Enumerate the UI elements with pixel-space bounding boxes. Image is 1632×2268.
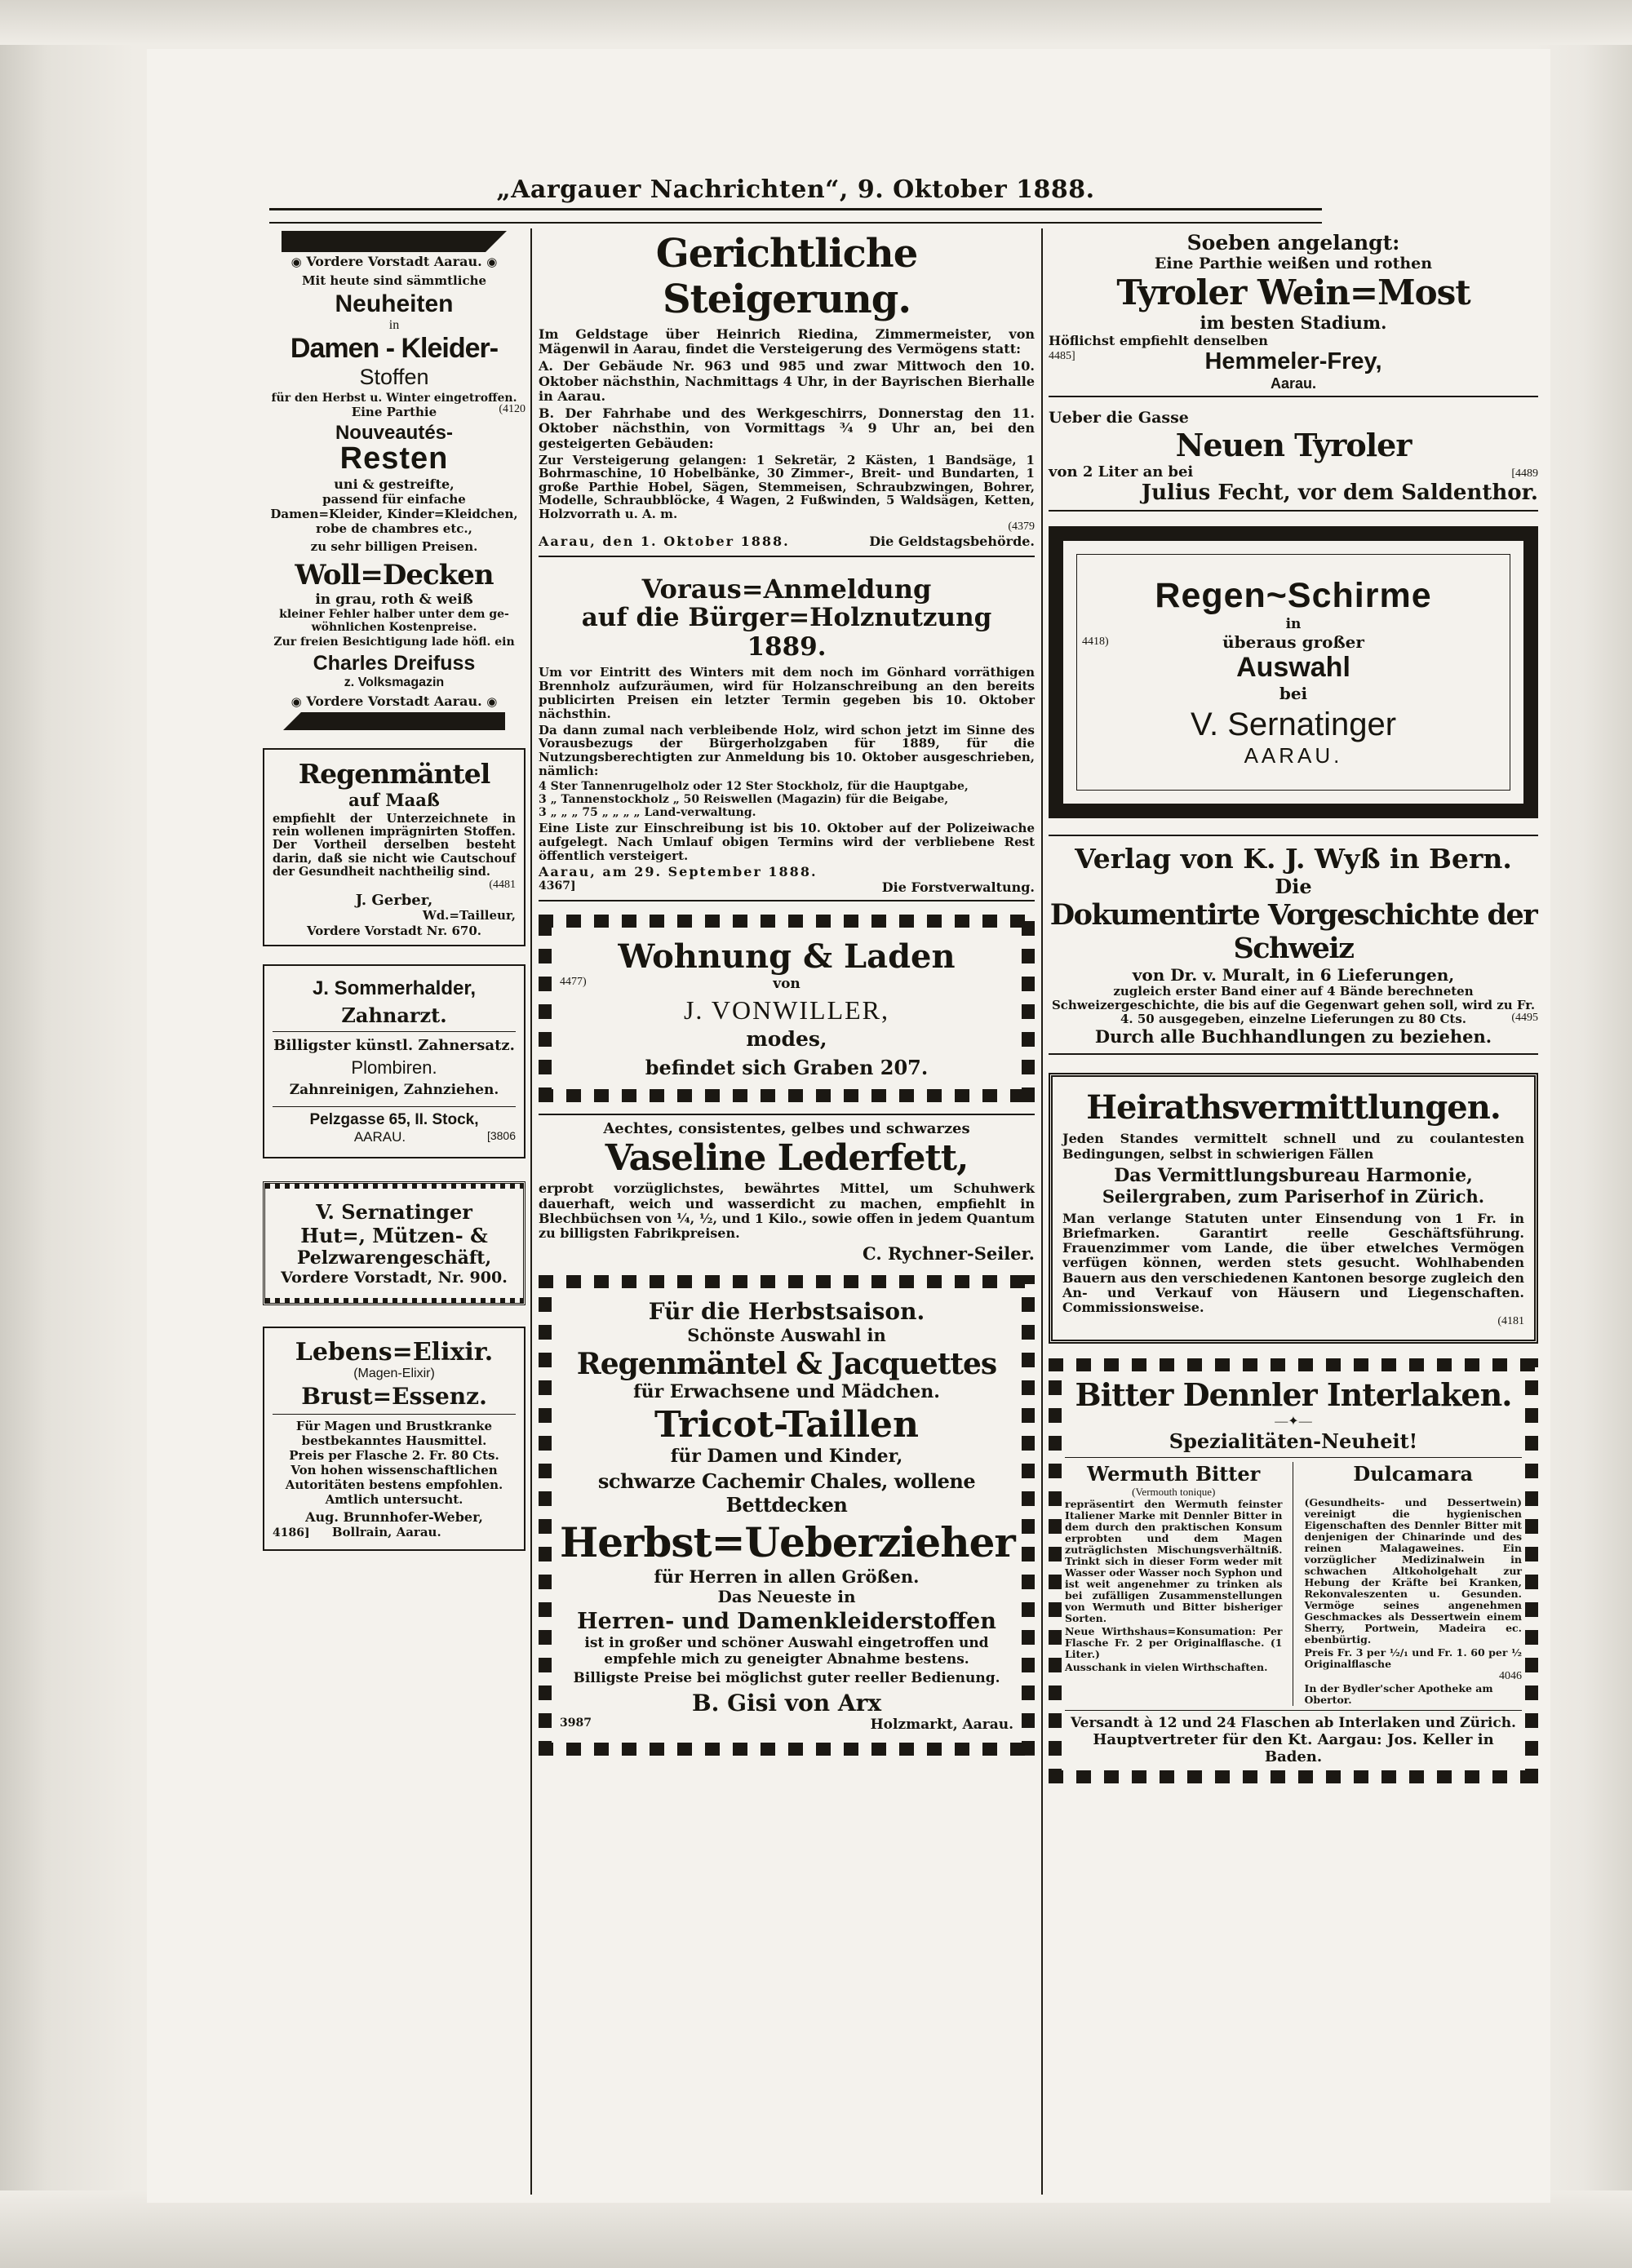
ad-herbst-l7: Das Neueste in	[717, 1587, 856, 1607]
column-divider-2	[1041, 228, 1043, 2195]
ad-heiraths-p2: Man verlange Statuten unter Einsendung von 1 Fr. in Briefmarken. Garantirt reelle Geschäftsführung. Frauenzimmer vom Lande, die über etwelches Vermögen verfügen können, werden stets gesucht. Wohlhabenden Bauern aus den verschiedenen Kantonen besorge zugleich den An- und Verkauf von Häusern und Liegenschaften. Commissionsweise.	[1062, 1210, 1524, 1316]
page-title: „Aargauer Nachrichten“, 9. Oktober 1888.	[496, 175, 1095, 204]
ad-voranmeldung-title2: auf die Bürger=Holznutzung 1889.	[581, 603, 992, 662]
ad-regenmaentel-title: Regenmäntel	[298, 758, 490, 790]
ad-neuheiten-headline3: Stoffen	[359, 365, 429, 389]
ad-verlag-l2: Die	[1275, 875, 1312, 898]
ad-voranmeldung-signer: Die Forstverwaltung.	[881, 879, 1035, 896]
ad-elixir-title: Lebens=Elixir.	[295, 1338, 494, 1367]
ad-heiraths-t2: Das Vermittlungsbureau Harmonie,	[1114, 1164, 1473, 1186]
column-left	[263, 231, 526, 1562]
ad-herbst-sig2: Holzmarkt, Aarau.	[870, 1717, 1013, 1734]
ad-neuheiten-headline4: Nouveautés-	[335, 422, 454, 444]
ad-schirme-l4: bei	[1279, 684, 1308, 703]
ad-vonwiller	[539, 915, 1035, 1102]
ad-regenmaentel-body: empfiehlt der Unterzeichnete in rein wollenen imprägnirten Stoffen. Der Vortheil derselben besteht darin, daß sie nicht wie Cautschouf der Gesundheit nachtheilig sind.	[273, 812, 516, 879]
ad-steigerung-signer: Die Geldstagsbehörde.	[869, 534, 1035, 550]
ad-elixir-ref: 4186]	[273, 1526, 310, 1540]
ad-neuheiten-ref: (4120	[499, 403, 526, 415]
ad-neuen-tyroler	[1049, 409, 1538, 512]
ad-voranmeldung-p2: Da dann zumal nach verbleibende Holz, wird schon jetzt im Sinne des Vorausbezugs der Bürgerholzgaben für 1889, für die Nutzungsberechtigten zur Anmeldung bis 10. Oktober ausgeschrieben, nämlich:	[539, 722, 1035, 778]
ad-steigerung-a: A. Der Gebäude Nr. 963 und 985 und zwar Mittwoch den 10. Oktober nächsthin, Nachmittags 4 Uhr, in der Bayrischen Bierhalle in Aarau.	[539, 358, 1035, 404]
ad-neuheiten-line3: Eine Parthie	[351, 405, 437, 419]
ad-elixir-l2: bestbekanntes Hausmittel.	[301, 1433, 487, 1449]
ad-neuheiten-line4: uni & gestreifte,	[334, 476, 455, 492]
ad-dennler-footer2: Hauptvertreter für den Kt. Aargau: Jos. Keller in Baden.	[1093, 1731, 1494, 1766]
ad-herbst-l9: Billigste Preise bei möglichst guter reeller Bedienung.	[573, 1670, 1000, 1687]
ad-tyroler-l2: Eine Parthie weißen und rothen	[1154, 255, 1433, 272]
ad-bitter-dennler	[1049, 1358, 1538, 1783]
ad-steigerung-b: B. Der Fahrhabe und des Werkgeschirrs, Donnerstag den 11. Oktober nächsthin, von Vormittags ¾ 9 Uhr an, bei den gesteigerten Gebäuden:	[539, 405, 1035, 451]
ad-regenschirme	[1049, 526, 1538, 818]
ad-neuheiten-line7: robe de chambres etc.,	[316, 521, 472, 536]
ad-dennler-col1-b2: Neue Wirthshaus=Konsumation: Per Flasche Fr. 2 per Originalflasche. (1 Liter.)	[1065, 1625, 1283, 1661]
ad-neuheiten-bottom-banner: ◉ Vordere Vorstadt Aarau. ◉	[290, 693, 498, 709]
ad-lebens-elixir	[263, 1327, 526, 1551]
ad-herbst-ref: 3987	[560, 1717, 592, 1730]
ad-herbstsaison	[539, 1275, 1035, 1756]
ad-neuheiten-signature: Charles Dreifuss	[313, 652, 476, 675]
ad-dennler-col2-title: Dulcamara	[1353, 1462, 1474, 1486]
ad-vonwiller-name: J. VONWILLER,	[683, 995, 890, 1025]
ad-tyroler-l4: Höflichst empfiehlt denselben	[1049, 333, 1268, 348]
ad-vaseline-title: Vaseline Lederfett,	[605, 1137, 969, 1180]
ad-sernatinger-l1: Hut=, Mützen- &	[300, 1224, 488, 1248]
ad-neuheiten	[263, 231, 526, 737]
ad-sernatinger-name: V. Sernatinger	[316, 1200, 472, 1225]
ad-heiraths-title: Heirathsvermittlungen.	[1086, 1088, 1501, 1127]
ad-neuheiten-line1: Mit heute sind sämmtliche	[301, 273, 487, 288]
ad-elixir-sig2-row	[273, 1525, 516, 1539]
ad-zahnarzt-l2: Plombiren.	[351, 1057, 437, 1079]
ad-tyroler-l1: Soeben angelangt:	[1186, 231, 1400, 255]
ad-vonwiller-modes: modes,	[746, 1027, 827, 1052]
ad-zahnarzt-city: AARAU.	[353, 1129, 406, 1145]
ad-neuheiten-line10: kleiner Fehler halber unter dem ge-	[279, 608, 509, 621]
ad-steigerung-ref: (4379	[1008, 520, 1035, 534]
ad-elixir-l1: Für Magen und Brustkranke	[295, 1419, 493, 1434]
ad-steigerung-p1: Im Geldstage über Heinrich Riedina, Zimmermeister, von Mägenwil in Aarau, findet die Versteigerung des Vermögens statt:	[539, 326, 1035, 357]
ad-vaseline-body: erprobt vorzüglichstes, bewährtes Mittel, um Schuhwerk dauerhaft, weich und wasserdicht zu machen, empfiehlt in Blechbüchsen von ¼, ½, und 1 Kilo., sowie offen in jedem Quantum zu billigsten Fabrikpreisen.	[539, 1181, 1035, 1242]
ad-herbst-sig: B. Gisi von Arx	[691, 1690, 882, 1717]
ad-neuheiten-line11: wöhnlichen Kostenpreise.	[311, 621, 477, 634]
ad-heiraths-t3: Seilergraben, zum Pariserhof in Zürich.	[1102, 1185, 1485, 1207]
ad-dennler-col1-title: Wermuth Bitter	[1087, 1462, 1261, 1486]
ad-verlag-l3: von Dr. v. Muralt, in 6 Lieferungen,	[1132, 965, 1455, 985]
ad-zahnarzt-addr: Pelzgasse 65, II. Stock,	[309, 1111, 479, 1129]
ad-vaseline-top: Aechtes, consistentes, gelbes und schwarzes	[603, 1120, 970, 1138]
ad-neuheiten-top-banner: ◉ Vordere Vorstadt Aarau. ◉	[290, 254, 498, 269]
ad-regenmaentel-ref: (4481	[489, 879, 516, 892]
ad-verlag-l4: Durch alle Buchhandlungen zu beziehen.	[1094, 1026, 1492, 1048]
ad-dennler-footer1: Versandt à 12 und 24 Flaschen ab Interlaken und Zürich.	[1071, 1715, 1516, 1732]
masthead-rule-2	[269, 222, 1322, 224]
ad-elixir-sig2: Bollrain, Aarau.	[331, 1525, 441, 1540]
ad-herbst-l3: für Erwachsene und Mädchen.	[633, 1381, 940, 1403]
ad-heiraths-ref: (4181	[1497, 1315, 1524, 1328]
ad-neuheiten-in: in	[388, 318, 400, 332]
masthead-rule	[269, 208, 1322, 210]
ad-voranmeldung-row-2: 3 „ „ „ 75 „ „ „ „ Land-verwaltung.	[539, 805, 756, 819]
ad-herbst-t4: Herren- und Damenkleiderstoffen	[577, 1609, 996, 1635]
ad-herbst-l4: für Damen und Kinder,	[670, 1446, 903, 1468]
column-middle	[539, 231, 1035, 1767]
ad-vonwiller-title: Wohnung & Laden	[618, 937, 956, 977]
ad-schirme-name: V. Sernatinger	[1190, 707, 1397, 742]
ad-gerichtliche-steigerung	[539, 231, 1035, 557]
ad-dennler-title: Bitter Dennler Interlaken.	[1075, 1376, 1512, 1414]
ad-regenmaentel-signer: J. Gerber,	[355, 892, 433, 910]
ad-verlag-title: Dokumentirte Vorgeschichte der Schweiz	[1049, 898, 1537, 965]
ad-dennler-col1-sub: (Vermouth tonique)	[1132, 1486, 1216, 1499]
ad-steigerung-p2: Zur Versteigerung gelangen: 1 Sekretär, 2 Kästen, 1 Bandsäge, 1 Bohrmaschine, 10 Hobelbänke, 30 Zimmer-, Breit- und Bundarten, 1 große Parthie Hobel, Sägen, Stemmeisen, Schraubzwingen, Bohrer, Modelle, Schraubblöcke, 4 Wagen, 2 Fußwinden, 5 Waldsägen, Ketten, Holzvorrath u. A. m.	[539, 452, 1035, 521]
ad-heirathsvermittlungen	[1049, 1073, 1538, 1344]
ad-voranmeldung-row-1: 3 „ Tannenstockholz „ 50 Reiswellen (Magazin) für die Beigabe,	[539, 792, 949, 806]
ad-vonwiller-von: von	[773, 976, 800, 993]
ad-steigerung-place: Aarau, den 1. Oktober 1888.	[539, 534, 790, 550]
ad-voranmeldung-row-0: 4 Ster Tannenrugelholz oder 12 Ster Stockholz, für die Hauptgabe,	[539, 779, 969, 793]
ad-neuheiten-headline2: Damen - Kleider-	[290, 333, 499, 364]
ad-sernatinger-addr: Vordere Vorstadt, Nr. 900.	[281, 1269, 508, 1287]
ad-elixir-l4: Von hohen wissenschaftlichen	[290, 1463, 498, 1478]
ad-herbst-t3: Herbst=Ueberzieher	[560, 1518, 1015, 1567]
ad-herbst-t2: Tricot-Taillen	[654, 1404, 920, 1446]
ad-schirme-l3: Auswahl	[1236, 652, 1350, 683]
ad-vaseline	[539, 1114, 1035, 1264]
ad-voranmeldung-ref: 4367]	[539, 879, 576, 893]
ad-sernatinger-hats	[263, 1181, 526, 1305]
ad-tyroler-city: Aarau.	[1270, 375, 1317, 392]
ad-vaseline-signer: C. Rychner-Seiler.	[862, 1243, 1035, 1265]
ad-sernatinger-l2: Pelzwarengeschäft,	[296, 1247, 492, 1269]
ad-dennler-col2-b3: In der Bydler'scher Apotheke am Obertor.	[1304, 1682, 1493, 1707]
ad-vonwiller-ref: 4477)	[560, 976, 587, 989]
ad-neuheiten-line2: für den Herbst u. Winter eingetroffen.	[271, 392, 517, 405]
ad-elixir-l5: Autoritäten bestens empfohlen.	[285, 1477, 503, 1493]
ad-dennler-sub: Spezialitäten-Neuheit!	[1169, 1429, 1418, 1454]
ad-schirme-title: Regen~Schirme	[1155, 576, 1432, 615]
ad-voranmeldung-place: Aarau, am 29. September 1888.	[539, 864, 818, 880]
ad-neuheiten-line6: Damen=Kleider, Kinder=Kleidchen,	[270, 507, 518, 521]
ad-elixir-title2: Brust=Essenz.	[301, 1383, 487, 1411]
ad-neuheiten-line12: Zur freien Besichtigung lade höfl. ein	[273, 636, 515, 649]
ad-tyroler-ref: 4485]	[1049, 350, 1075, 362]
ad-dennler-divider: —✦—	[1275, 1415, 1312, 1429]
ad-regenmaentel-signer2: Wd.=Tailleur,	[422, 908, 516, 924]
ad-neuen-tyroler-l1: Ueber die Gasse	[1049, 409, 1189, 427]
ad-voranmeldung-title1: Voraus=Anmeldung	[641, 574, 932, 605]
ad-zahnarzt-l1: Billigster künstl. Zahnersatz.	[273, 1037, 515, 1055]
ad-regenmaentel-subtitle: auf Maaß	[348, 790, 440, 810]
ad-neuen-tyroler-l3: von 2 Liter an	[1049, 463, 1164, 481]
ad-regenmaentel-addr: Vordere Vorstadt Nr. 670.	[307, 924, 481, 939]
ad-neuheiten-sub: z. Volksmagazin	[344, 676, 445, 689]
column-right	[1049, 231, 1538, 1795]
ad-herbst-l5: schwarze Cachemir Chales, wollene Bettdecken	[597, 1469, 976, 1517]
ad-verlag-body: zugleich erster Band einer auf 4 Bände berechneten Schweizergeschichte, die bis auf die Gegenwart gehen soll, wird zu Fr. 4. 50 ausgegeben, einzelne Lieferungen zu 80 Cts.	[1051, 984, 1536, 1027]
ad-elixir-sub: (Magen-Elixir)	[353, 1367, 435, 1381]
ad-dennler-col1-body: repräsentirt den Wermuth feinster Italiener Marke mit Dennler Bitter in dem durch den praktischen Konsum erprobten und dem Magen zuträglichsten Mischungsverhältniß. Trinkt sich in dieser Form weder mit Wasser oder Wasser noch Syphon und ist weit angenehmer zu trinken als bei zufälligen Zusammenstellungen von Wermuth und Bitter bisheriger Sorten.	[1065, 1498, 1283, 1625]
ad-tyroler-sig: Hemmeler-Frey,	[1204, 348, 1382, 374]
ad-verlag-l1: Verlag von K. J. Wyß in Bern.	[1075, 843, 1512, 875]
page-edge-left	[0, 0, 135, 2268]
ad-verlag-ref: (4495	[1511, 1012, 1538, 1025]
ad-dennler-col-1	[1065, 1462, 1293, 1706]
column-divider-1	[530, 228, 532, 2195]
ad-steigerung-title: Gerichtliche Steigerung.	[655, 231, 918, 322]
ad-elixir-l6: Amtlich untersucht.	[325, 1492, 463, 1508]
ad-voranmeldung-rows	[539, 780, 1035, 819]
ad-voranmeldung-p3: Eine Liste zur Einschreibung ist bis 10. Oktober auf der Polizeiwache aufgelegt. Nach Umlauf obigen Termins wird der verbliebene Rest öffentlich versteigert.	[539, 821, 1035, 863]
ad-zahnarzt-l3: Zahnreinigen, Zahnziehen.	[289, 1082, 499, 1099]
ad-verlag-wyss	[1049, 835, 1538, 1055]
ad-tyroler-weinmost	[1049, 231, 1538, 397]
ad-zahnarzt-ref: [3806	[486, 1129, 516, 1143]
ad-heiraths-p1: Jeden Standes vermittelt schnell und zu coulantesten Bedingungen, selbst in schwierigen Fällen	[1062, 1131, 1524, 1162]
ad-dennler-col2-ref: 4046	[1499, 1670, 1522, 1683]
ad-herbst-l2: Schönste Auswahl in	[687, 1325, 886, 1346]
ad-schirme-city: AARAU.	[1244, 743, 1343, 768]
ad-voraus-anmeldung	[539, 569, 1035, 901]
ad-neuen-tyroler-title: Neuen Tyroler	[1175, 427, 1412, 463]
ad-schirme-l2: überaus großer	[1222, 632, 1364, 652]
ad-elixir-l3: Preis per Flasche 2. Fr. 80 Cts.	[289, 1448, 499, 1464]
ad-dennler-col2-body: (Gesundheits- und Dessertwein) vereinigt die hygienischen Eigenschaften des Dennler Bitter mit denjenigen der Chinarinde und des reinen Malagaweines. Ein vorzüglicher Medizinalwein in schwachen Altkoholgehalt zur Hebung der Kräfte bei Kranken, Rekonvaleszenten u. Gesunden. Vermöge seines angenehmen Geschmackes als Dessertwein einem Sherry, Portwein, Madeira ec. ebenbürtig.	[1304, 1496, 1522, 1646]
ad-zahnarzt-title: Zahnarzt.	[341, 1003, 447, 1028]
ad-zahnarzt-city-row	[273, 1129, 516, 1145]
ad-tyroler-title: Tyroler Wein=Most	[1116, 272, 1470, 312]
ad-neuheiten-line9: in grau, roth & weiß	[315, 591, 473, 608]
ad-herbst-l6: für Herren in allen Größen.	[654, 1566, 920, 1588]
ad-dennler-col2-b2: Preis Fr. 3 per ½/₁ und Fr. 1. 60 per ½ Originalflasche	[1304, 1646, 1522, 1671]
page-edge-top	[0, 0, 1632, 45]
ad-neuheiten-headline1: Neuheiten	[335, 290, 454, 317]
ad-voranmeldung-p1: Um vor Eintritt des Winters mit dem noch im Gönhard vorräthigen Brennholz aufzuräumen, wird für Holzanschreibung an den bereits publicirten Preisen ein letzter Termin gegeben bis 10. Oktober nächsthin.	[539, 665, 1035, 721]
ad-zahnarzt	[263, 964, 526, 1158]
ad-dennler-col1-b3: Ausschank in vielen Wirthschaften.	[1065, 1661, 1268, 1674]
ad-neuen-tyroler-ref: [4489	[1511, 467, 1538, 480]
ad-vonwiller-line: befindet sich Graben 207.	[645, 1056, 929, 1080]
ad-schirme-ref: 4418)	[1082, 636, 1109, 648]
ad-regenmaentel	[263, 748, 526, 946]
ad-herbst-l1: Für die Herbstsaison.	[648, 1298, 925, 1326]
ad-neuheiten-line5: passend für einfache	[322, 492, 466, 507]
ad-herbst-t1: Regenmäntel & Jacquettes	[576, 1347, 997, 1382]
ad-schirme-l1: in	[1285, 616, 1302, 632]
ad-neuen-tyroler-l2: bei	[1168, 463, 1194, 481]
ad-neuheiten-line8: zu sehr billigen Preisen.	[310, 539, 478, 554]
ad-dennler-col-2	[1305, 1462, 1523, 1706]
ad-neuen-tyroler-sig: Julius Fecht, vor dem Saldenthor.	[1141, 481, 1538, 505]
ad-elixir-sig1: Aug. Brunnhofer-Weber,	[305, 1509, 483, 1526]
ad-herbst-l8: ist in großer und schöner Auswahl eingetroffen und empfehle mich zu geneigter Abnahme bestens.	[584, 1635, 989, 1668]
ad-neuheiten-headline6: Woll=Decken	[295, 559, 494, 591]
ad-zahnarzt-name: J. Sommerhalder,	[312, 977, 477, 1000]
ad-tyroler-l3: im besten Stadium.	[1200, 312, 1387, 333]
ad-neuheiten-headline5: Resten	[339, 441, 449, 476]
